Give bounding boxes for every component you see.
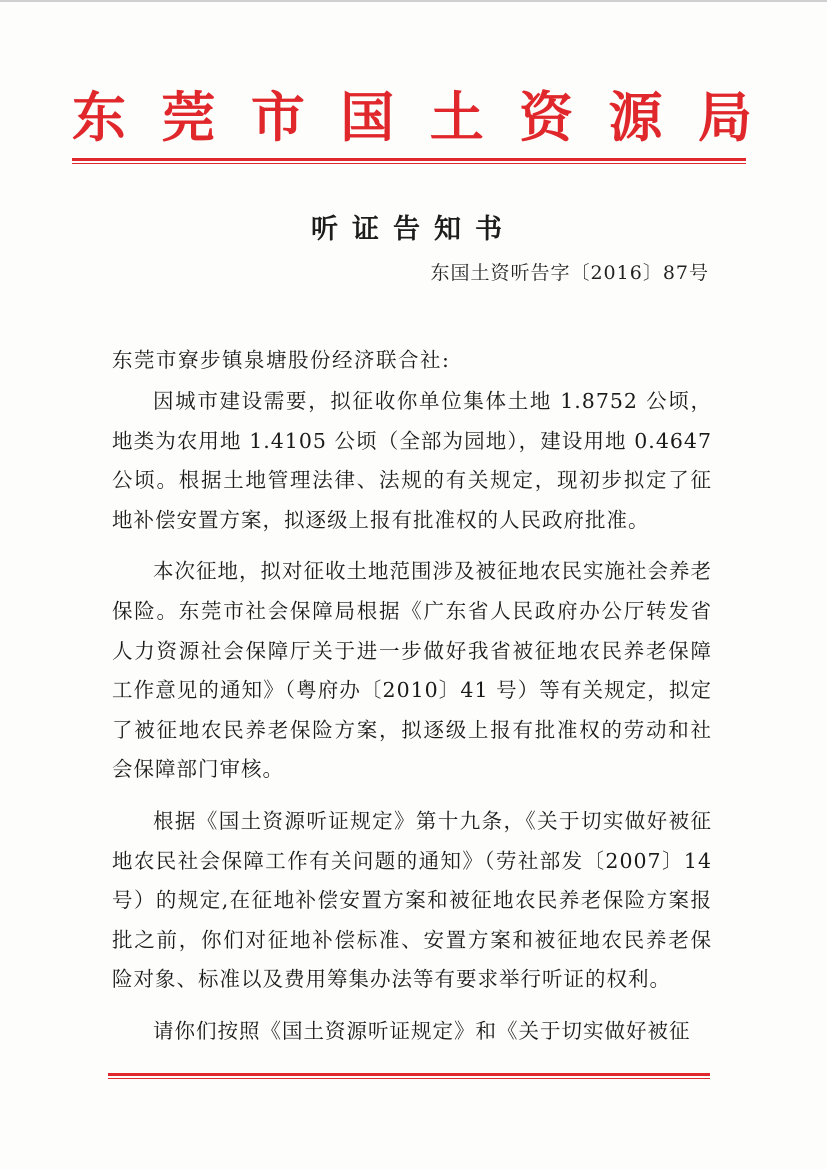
header-char: 市 xyxy=(250,85,305,149)
header-char: 莞 xyxy=(161,85,216,149)
footer-red-rule-thin xyxy=(108,1078,710,1079)
header-char: 资 xyxy=(519,85,574,149)
header-char: 局 xyxy=(697,85,752,149)
document-body xyxy=(112,382,712,1064)
header-char: 源 xyxy=(608,85,663,149)
header-char: 东 xyxy=(72,85,126,149)
body-paragraph: 本次征地，拟对征收土地范围涉及被征地农民实施社会养老保险。东莞市社会保障局根据《广东省人民政府办公厅转发省人力资源社会保障厅关于进一步做好我省被征地农民养老保障工作意见的通知》（粤府办〔2010〕41 号）等有关规定，拟定了被征地农民养老保险方案，拟逐级上报有批准权的劳动和社会保障部门审核。 xyxy=(112,559,712,782)
document-title: 听证告知书 xyxy=(311,214,516,245)
header-char: 国 xyxy=(340,85,395,149)
document-number: 东国土资听告字〔2016〕87号 xyxy=(430,262,709,284)
body-paragraph: 因城市建设需要，拟征收你单位集体土地 1.8752 公顷，地类为农用地 1.4105 公顷（全部为园地），建设用地 0.4647 公顷。根据土地管理法律、法规的有关规定，现初步拟定了征地补偿安置方案，拟逐级上报有批准权的人民政府批准。 xyxy=(112,389,712,532)
body-paragraph: 根据《国土资源听证规定》第十九条，《关于切实做好被征地农民社会保障工作有关问题的通知》（劳社部发〔2007〕14 号）的规定,在征地补偿安置方案和被征地农民养老保险方案报批之前，你们对征地补偿标准、安置方案和被征地农民养老保险对象、标准以及费用筹集办法等有要求举行听证的权利。 xyxy=(112,808,712,992)
header-red-rule-thin xyxy=(72,163,746,164)
header-red-rule xyxy=(72,158,746,161)
header-char: 土 xyxy=(429,85,484,149)
recipient-line: 东莞市寮步镇泉塘股份经济联合社: xyxy=(112,348,451,372)
page-top-edge xyxy=(0,0,827,2)
body-paragraph: 请你们按照《国土资源听证规定》和《关于切实做好被征 xyxy=(153,1018,691,1043)
footer-red-rule xyxy=(108,1073,710,1076)
issuing-authority-header xyxy=(72,82,752,152)
